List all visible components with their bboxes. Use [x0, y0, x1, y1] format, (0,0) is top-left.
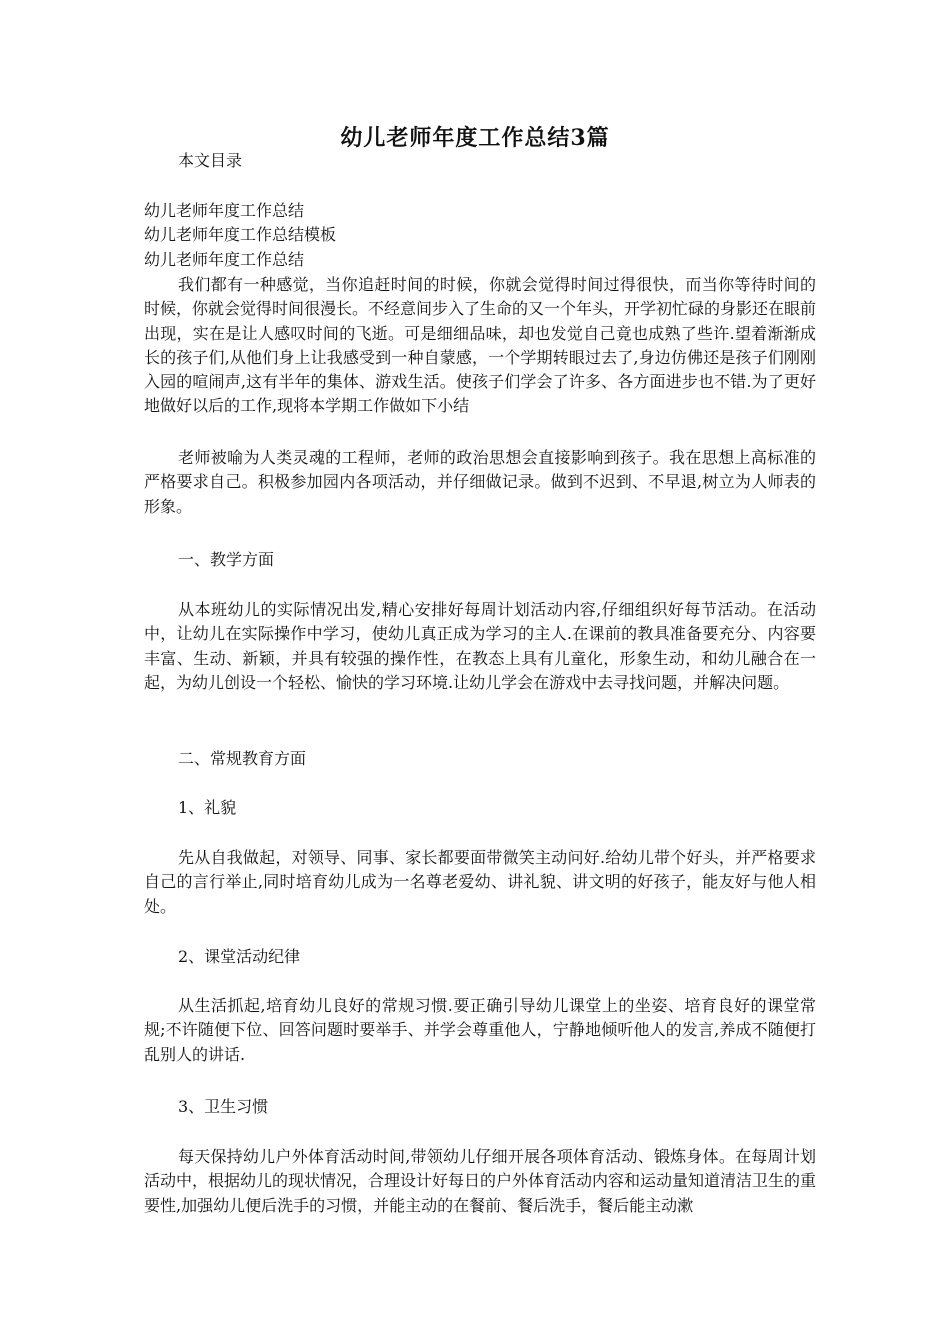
paragraph-manners: 先从自我做起，对领导、同事、家长都要面带微笑主动问好.给幼儿带个好头，并严格要求自己的言行举止,同时培育幼儿成为一名尊老爱幼、讲礼貌、讲文明的好孩子，能友好与他人相处。: [144, 848, 816, 916]
toc-heading: 本文目录: [178, 151, 243, 170]
paragraph-ideology: 老师被喻为人类灵魂的工程师，老师的政治思想会直接影响到孩子。我在思想上高标准的严格要求自己。积极参加园内各项活动，并仔细做记录。做到不迟到、不早退,树立为人师表的形象。: [144, 448, 816, 516]
toc-item-2: 幼儿老师年度工作总结模板: [144, 225, 337, 244]
paragraph-hygiene: 每天保持幼儿户外体育活动时间,带领幼儿仔细开展各项体育活动、锻炼身体。在每周计划活动中，根据幼儿的现状情况，合理设计好每日的户外体育活动内容和运动量知道清洁卫生的重要性,加强幼儿便后洗手的习惯，并能主动的在餐前、餐后洗手，餐后能主动漱: [144, 1147, 817, 1215]
paragraph-teaching: 从本班幼儿的实际情况出发,精心安排好每周计划活动内容,仔细组织好每节活动。在活动中，让幼儿在实际操作中学习，使幼儿真正成为学习的主人.在课前的教具准备要充分、内容要丰富、生动、新颖，并具有较强的操作性，在教态上具有儿童化，形象生动，和幼儿融合在一起，为幼儿创设一个轻松、愉快的学习环境.让幼儿学会在游戏中去寻找问题，并解决问题。: [144, 600, 816, 692]
document-title: 幼儿老师年度工作总结3篇: [340, 125, 610, 151]
subsection-heading-hygiene: 3、卫生习惯: [178, 1097, 269, 1116]
paragraph-discipline: 从生活抓起,培育幼儿良好的常规习惯.要正确引导幼儿课堂上的坐姿、培育良好的课堂常规;不许随便下位、回答问题时要举手、并学会尊重他人，宁静地倾听他人的发言,养成不随便打乱别人的讲话.: [144, 996, 816, 1064]
section-heading-teaching: 一、教学方面: [178, 550, 275, 569]
subsection-heading-manners: 1、礼貌: [178, 798, 237, 817]
toc-item-1: 幼儿老师年度工作总结: [144, 201, 305, 220]
subsection-heading-discipline: 2、课堂活动纪律: [178, 947, 301, 966]
section-heading-routine: 二、常规教育方面: [178, 749, 307, 768]
toc-item-3: 幼儿老师年度工作总结: [144, 250, 305, 269]
paragraph-intro: 我们都有一种感觉，当你追赶时间的时候，你就会觉得时间过得很快，而当你等待时间的时候，你就会觉得时间很漫长。不经意间步入了生命的又一个年头，开学初忙碌的身影还在眼前出现，实在是让人感叹时间的飞逝。可是细细品味，却也发觉自己竟也成熟了些许.望着渐渐成长的孩子们,从他们身上让我感受到一种自蒙感，一个学期转眼过去了,身边仿佛还是孩子们刚刚入园的喧闹声,这有半年的集体、游戏生活。使孩子们学会了许多、各方面进步也不错.为了更好地做好以后的工作,现将本学期工作做如下小结: [144, 275, 817, 416]
